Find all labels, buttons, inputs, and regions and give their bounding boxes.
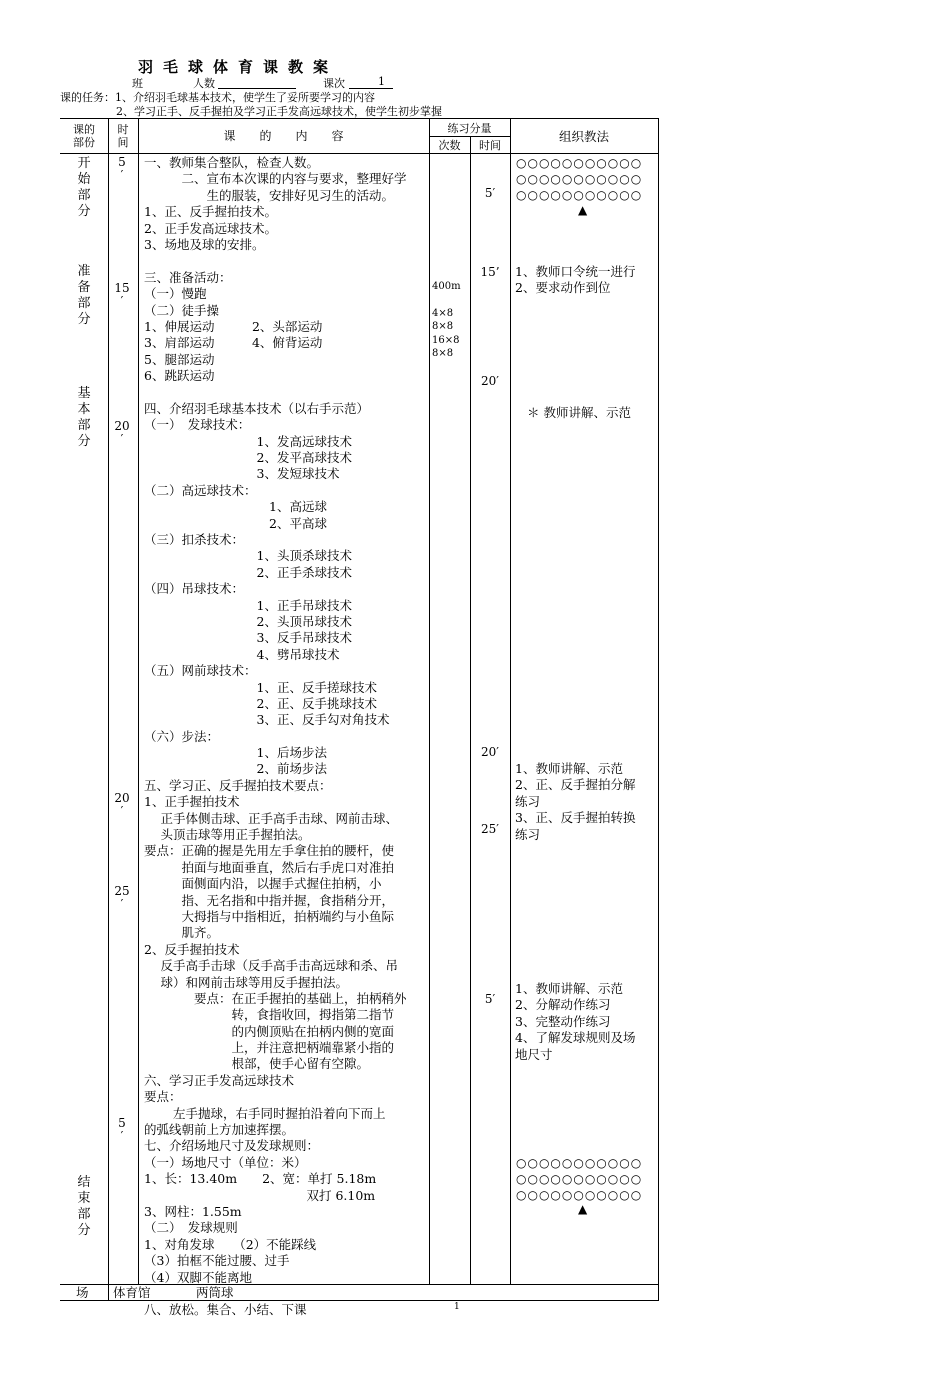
formation-row: ○○○○○○○○○○○	[516, 172, 643, 186]
method-prep-1: 1、教师口令统一进行	[515, 264, 636, 279]
header-method: 组织教法	[558, 129, 609, 144]
method-grip-2: 2、正、反手握拍分解	[515, 777, 636, 793]
count-4: 8×8	[432, 348, 454, 359]
header-count: 次数	[438, 139, 461, 152]
content-line: （二）徒手操	[144, 302, 220, 318]
time-left-6	[108, 1117, 136, 1143]
content-line: 拍面与地面垂直，然后右手虎口对准拍	[144, 859, 395, 875]
section-basic	[60, 386, 108, 450]
col-divider-3	[429, 118, 430, 1284]
content-line: 头顶击球等用正手握拍法。	[144, 827, 311, 843]
content-line: 2、正、反手挑球技术	[144, 695, 377, 711]
content-line: 一、教师集合整队，检查人数。	[144, 155, 320, 170]
time-right-2: 15’	[480, 265, 500, 279]
col-divider-2	[138, 118, 139, 1284]
header-time-line1: 时	[117, 123, 129, 136]
method-prep	[515, 264, 635, 297]
method-serve-1: 1、教师讲解、示范	[515, 981, 623, 996]
time-left-2-value: 15	[114, 281, 130, 295]
time-right-3: 20′	[481, 374, 499, 388]
count-1: 4×8	[432, 308, 454, 319]
task-item-1: 1、介绍羽毛球基本技术，使学生了妥所要学习的内容	[115, 91, 375, 104]
class-label: 班	[132, 77, 143, 90]
content-line	[144, 253, 424, 269]
time-left-3-value: 20	[114, 419, 130, 433]
content-line: 二、宣布本次课的内容与要求，整理好学	[144, 171, 407, 187]
method-grip-5: 练习	[515, 826, 541, 842]
method-basic-demo: ＊ 教师讲解、示范	[527, 405, 631, 420]
footer-equipment: 两筒球	[196, 1285, 234, 1300]
content-line: 3、网柱：1.55m	[144, 1204, 242, 1219]
section-start-text: 开始部分	[77, 156, 91, 219]
time-left-1	[108, 156, 136, 182]
content-line: （二）高远球技术：	[144, 482, 257, 498]
content-line: 3、发短球技术	[144, 466, 340, 482]
content-line: 2、正手发高远球技术。	[144, 220, 277, 236]
content-line: （五）网前球技术：	[144, 663, 257, 679]
content-line: 1、正手吊球技术	[144, 597, 352, 613]
header-practice: 练习分量	[447, 122, 492, 135]
content-line: 的内侧顶贴在拍柄内侧的宽面	[144, 1023, 395, 1039]
content-line: 2、反手握拍技术	[144, 941, 240, 957]
content-line: 1、伸展运动 2、头部运动	[144, 318, 323, 334]
count-run: 400m	[432, 281, 461, 292]
header-time-line2: 间	[117, 136, 129, 149]
content-line: 3、正、反手勾对角技术	[144, 712, 390, 728]
time-left-1-value: 5	[118, 155, 126, 169]
time-right-1: 5′	[484, 186, 496, 200]
content-line: 正手体侧击球、正手高手击球、网前击球、	[144, 810, 398, 826]
page-number: 1	[454, 1302, 460, 1312]
time-left-3	[108, 420, 136, 446]
content-line: （一）场地尺寸（单位：米）	[144, 1154, 307, 1170]
method-prep-2: 2、要求动作到位	[515, 280, 611, 296]
time-right-5: 25′	[481, 822, 499, 836]
section-start	[60, 156, 108, 220]
section-basic-text: 基本部分	[77, 386, 91, 449]
content-line: （3）拍框不能过腰、过手	[144, 1253, 290, 1269]
content-line: 指、无名指和中指并握，食指稍分开，	[144, 892, 395, 908]
method-serve-3: 3、完整动作练习	[515, 1013, 611, 1029]
content-line: 1、正、反手握拍技术。	[144, 204, 277, 220]
content-line: 2、正手杀球技术	[144, 564, 352, 580]
content-line: 肌齐。	[144, 925, 220, 941]
content-line: 反手高手击球（反手高手击高远球和杀、吊	[144, 958, 398, 974]
header-content: 课 的 内 容	[223, 129, 344, 143]
content-line: 四、介绍羽毛球基本技术（以右手示范）	[144, 400, 370, 416]
content-line: 要点：正确的握是先用左手拿住拍的腰杆，使	[144, 843, 395, 859]
time-left-6-value: 5	[118, 1116, 126, 1130]
content-line: 2、前场步法	[144, 761, 327, 777]
content-line: 1、后场步法	[144, 745, 327, 761]
formation-row: ○○○○○○○○○○○	[516, 188, 643, 202]
content-line: （一）慢跑	[144, 286, 207, 302]
method-grip-1: 1、教师讲解、示范	[515, 761, 623, 776]
formation-row: ○○○○○○○○○○○	[516, 1156, 643, 1170]
task-label: 课的任务：	[60, 91, 115, 104]
method-serve-2: 2、分解动作练习	[515, 997, 611, 1013]
page-title: 羽毛球体育课教案	[138, 58, 339, 76]
content-line: 六、学习正手发高远球技术	[144, 1072, 295, 1088]
content-line: 6、跳跃运动	[144, 368, 215, 384]
content-line: 1、头顶杀球技术	[144, 548, 352, 564]
content-line: （一） 发球技术：	[144, 417, 251, 433]
time-left-4-unit: ′	[120, 804, 124, 818]
content-line	[144, 384, 424, 400]
content-line: 根部，使手心留有空隙。	[144, 1056, 370, 1072]
header-part-line1: 课的	[73, 123, 95, 136]
method-serve-5: 地尺寸	[515, 1046, 553, 1062]
method-serve-4: 4、了解发球规则及场	[515, 1030, 636, 1046]
content-line: 的弧线朝前上方加速挥摆。	[144, 1122, 295, 1138]
col-divider-4	[470, 136, 471, 1284]
time-left-2	[108, 282, 136, 308]
time-left-3-unit: ′	[120, 432, 124, 446]
content-line: 要点：	[144, 1089, 182, 1105]
formation-row: ○○○○○○○○○○○	[516, 1172, 643, 1186]
header-part-line2: 部份	[73, 136, 95, 149]
content-line: 八、放松。集合、小结、下课	[144, 1302, 307, 1318]
method-serve	[515, 981, 635, 1063]
section-end	[60, 1175, 108, 1239]
section-prep-text: 准备部分	[77, 264, 91, 327]
lesson-number: 1	[378, 75, 385, 88]
content-line: 2、头顶吊球技术	[144, 613, 352, 629]
content-line: 三、准备活动：	[144, 269, 232, 285]
lesson-label: 课次	[323, 77, 345, 90]
content-line: 1、发高远球技术	[144, 433, 352, 449]
content-line: （三）扣杀技术：	[144, 531, 245, 547]
content-line: 五、学习正、反手握拍技术要点：	[144, 777, 332, 793]
content-line: 要点：在正手握拍的基础上，拍柄稍外	[144, 990, 407, 1006]
count-3: 16×8	[432, 335, 460, 346]
content-line	[144, 1286, 424, 1302]
formation-row: ○○○○○○○○○○○	[516, 1188, 643, 1202]
content-line: 上，并注意把柄端靠紧小指的	[144, 1040, 395, 1056]
table-right-border	[658, 118, 659, 1300]
task-item-2: 2、学习正手、反手握拍及学习正手发高远球技术，使学生初步掌握	[116, 105, 442, 118]
content-line: 3、反手吊球技术	[144, 630, 352, 646]
time-left-5	[108, 885, 136, 911]
col-divider-5	[510, 118, 511, 1284]
content-line: 5、腿部运动	[144, 351, 215, 367]
time-left-4	[108, 792, 136, 818]
header-part	[60, 123, 108, 149]
method-grip-3: 练习	[515, 793, 541, 809]
content-line: 双打 6.10m	[144, 1187, 376, 1203]
time-left-6-unit: ′	[120, 1129, 124, 1143]
header-bottom-border	[60, 153, 659, 154]
content-line: 生的服装，安排好见习生的活动。	[144, 187, 395, 203]
formation-end	[516, 1155, 642, 1203]
formation-row: ○○○○○○○○○○○	[516, 156, 643, 170]
section-prep	[60, 264, 108, 328]
time-left-1-unit: ′	[120, 168, 124, 182]
content-line: 3、肩部运动 4、俯背运动	[144, 335, 323, 351]
teacher-marker: ▲	[578, 203, 588, 217]
lesson-content	[144, 155, 424, 1319]
content-line: 1、高远球	[144, 499, 327, 515]
time-right-4: 20′	[481, 745, 499, 759]
content-line: 2、发平高球技术	[144, 450, 352, 466]
content-line: 面侧面内沿，以握手式握住拍柄，小	[144, 876, 382, 892]
content-line: 4、劈吊球技术	[144, 646, 340, 662]
content-line: （4）双脚不能离地	[144, 1269, 252, 1285]
count-label: 人数	[193, 77, 215, 90]
footer-label: 场	[76, 1285, 89, 1300]
content-line: 转，食指收回，拇指第二指节	[144, 1007, 395, 1023]
content-line: 2、平高球	[144, 515, 327, 531]
header-time	[108, 123, 138, 149]
time-right-6: 5′	[484, 992, 496, 1006]
content-line: （四）吊球技术：	[144, 581, 245, 597]
method-grip	[515, 761, 635, 843]
time-left-2-unit: ′	[120, 294, 124, 308]
content-line: 1、对角发球 （2）不能踩线	[144, 1236, 317, 1252]
header-time2: 时间	[479, 139, 501, 152]
content-line: 1、正手握拍技术	[144, 794, 240, 810]
content-line: 左手抛球，右手同时握拍沿着向下而上	[144, 1105, 386, 1121]
content-line: （二） 发球规则	[144, 1220, 238, 1236]
formation-start	[516, 155, 642, 203]
footer-venue: 体育馆	[113, 1285, 151, 1300]
content-line: 球）和网前击球等用反手握拍法。	[144, 974, 348, 990]
content-line: （六）步法：	[144, 728, 220, 744]
content-line: 1、正、反手搓球技术	[144, 679, 377, 695]
time-left-5-value: 25	[114, 884, 130, 898]
count-2: 8×8	[432, 321, 454, 332]
content-line: 大拇指与中指相近，拍柄端约与小鱼际	[144, 908, 395, 924]
content-line: 1、长：13.40m 2、宽：单打 5.18m	[144, 1171, 377, 1187]
content-line: 七、介绍场地尺寸及发球规则：	[144, 1138, 320, 1154]
teacher-marker-end: ▲	[578, 1202, 588, 1216]
method-grip-4: 3、正、反手握拍转换	[515, 810, 636, 826]
table-top-border	[60, 118, 659, 119]
time-left-5-unit: ′	[120, 897, 124, 911]
time-left-4-value: 20	[114, 791, 130, 805]
content-line: 3、场地及球的安排。	[144, 236, 265, 252]
section-end-text: 结束部分	[77, 1175, 91, 1238]
